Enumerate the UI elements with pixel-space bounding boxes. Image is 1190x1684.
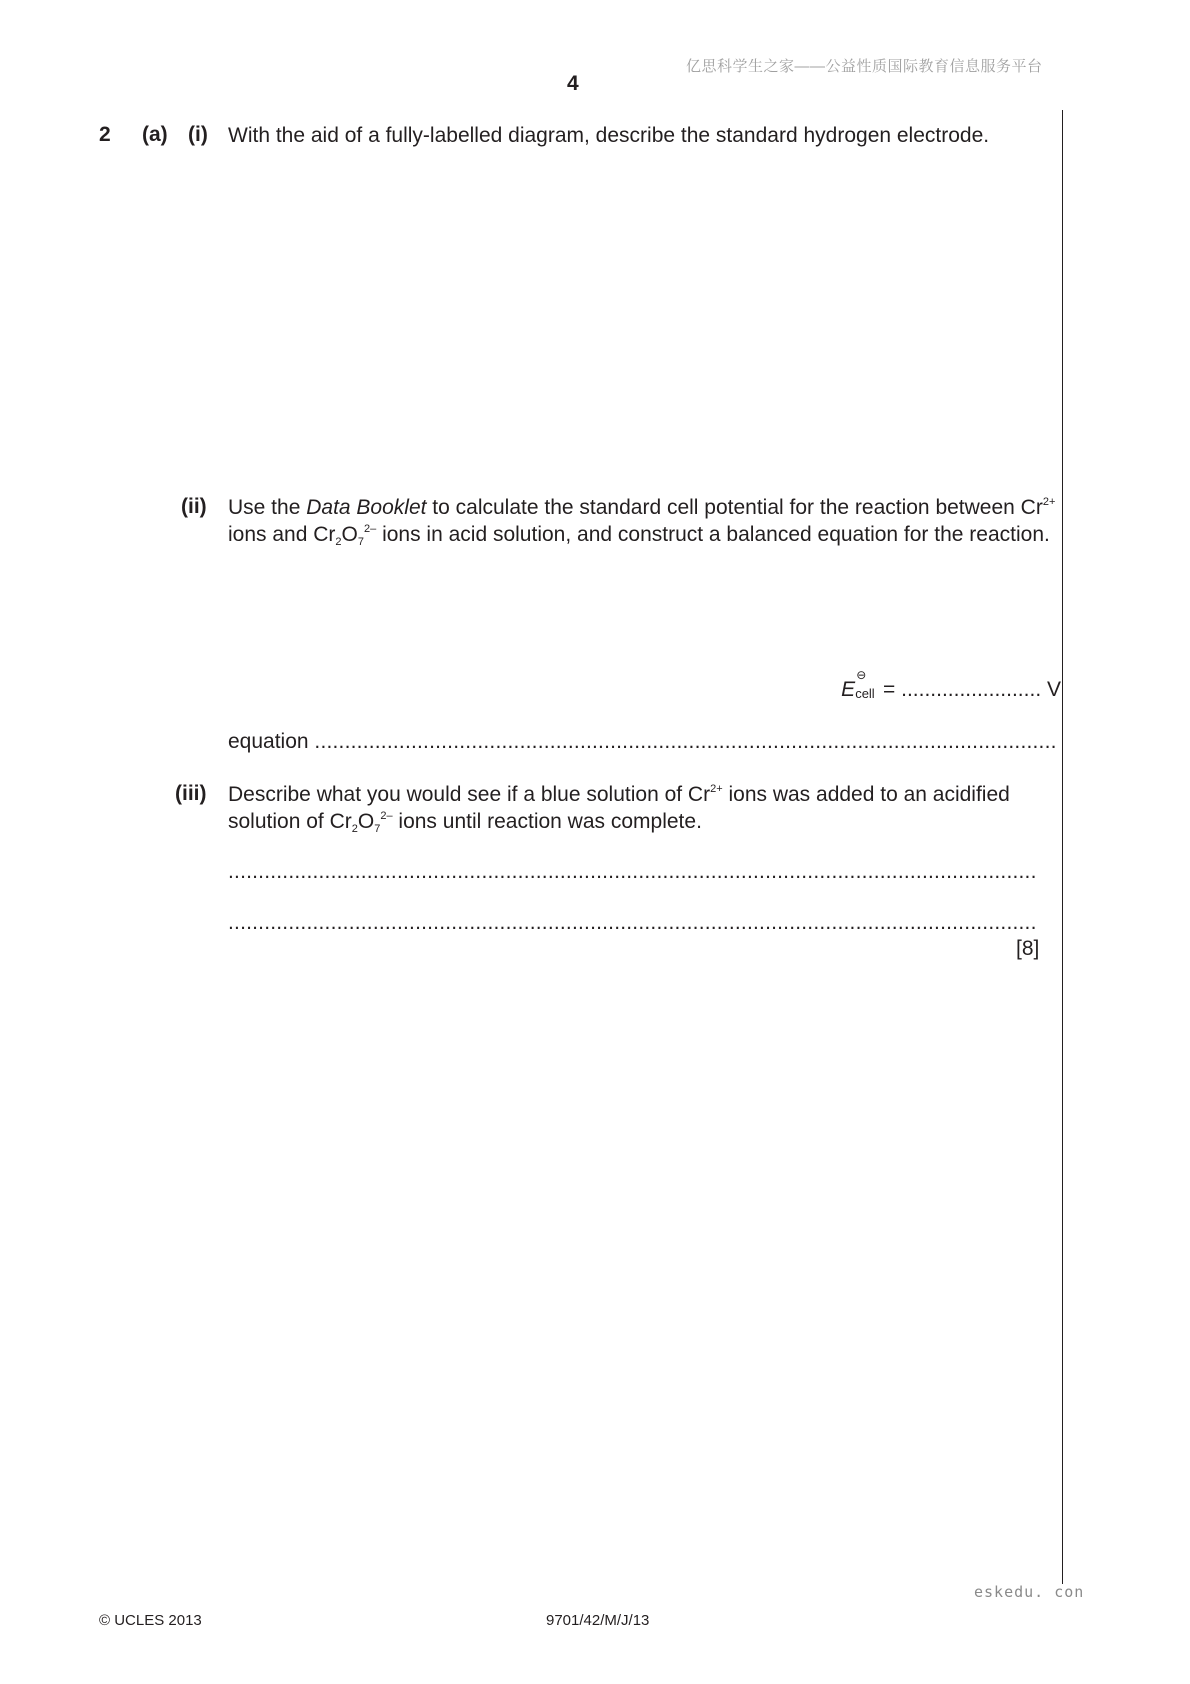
margin-rule	[1062, 110, 1063, 1584]
footer-copyright: © UCLES 2013	[99, 1612, 202, 1629]
marks-total: [8]	[1016, 937, 1040, 960]
subpart-iii-label: (iii)	[175, 782, 207, 805]
subpart-i-label: (i)	[188, 123, 208, 146]
footer-site-watermark: eskedu. con	[974, 1583, 1085, 1601]
subpart-ii-text: Use the Data Booklet to calculate the standard cell potential for the reaction between $Cr^{2+}$ ions and $Cr_2O_7^{2-}$ ions in acid solution, and construct a balanced equation for the reaction.	[228, 496, 1056, 548]
subpart-ii-label: (ii)	[181, 495, 207, 518]
subpart-i-text: With the aid of a fully-labelled diagram, describe the standard hydrogen electrode.	[228, 124, 990, 147]
subpart-iii-text: Describe what you would see if a blue solution of $Cr^{2+}$ ions was added to an acidified solution of $Cr_2O_7^{2-}$ ions until reaction was complete.	[228, 783, 1010, 835]
page-number: 4	[567, 72, 579, 95]
subpart-iii-answer-line-1: ......................................................................................................................................	[228, 860, 1037, 883]
subpart-iii-answer-line-2: ......................................................................................................................................	[228, 911, 1037, 934]
equation-answer-line: equation ...........................................................................................................................	[228, 730, 1057, 753]
header-watermark: 亿思科学生之家——公益性质国际教育信息服务平台	[686, 58, 1043, 75]
ecell-answer-line: E ⊖ cell = ........................ V	[841, 668, 1061, 701]
question-number: 2	[99, 123, 111, 146]
question-part-label: (a)	[142, 123, 168, 146]
footer-paper-code: 9701/42/M/J/13	[546, 1612, 650, 1629]
